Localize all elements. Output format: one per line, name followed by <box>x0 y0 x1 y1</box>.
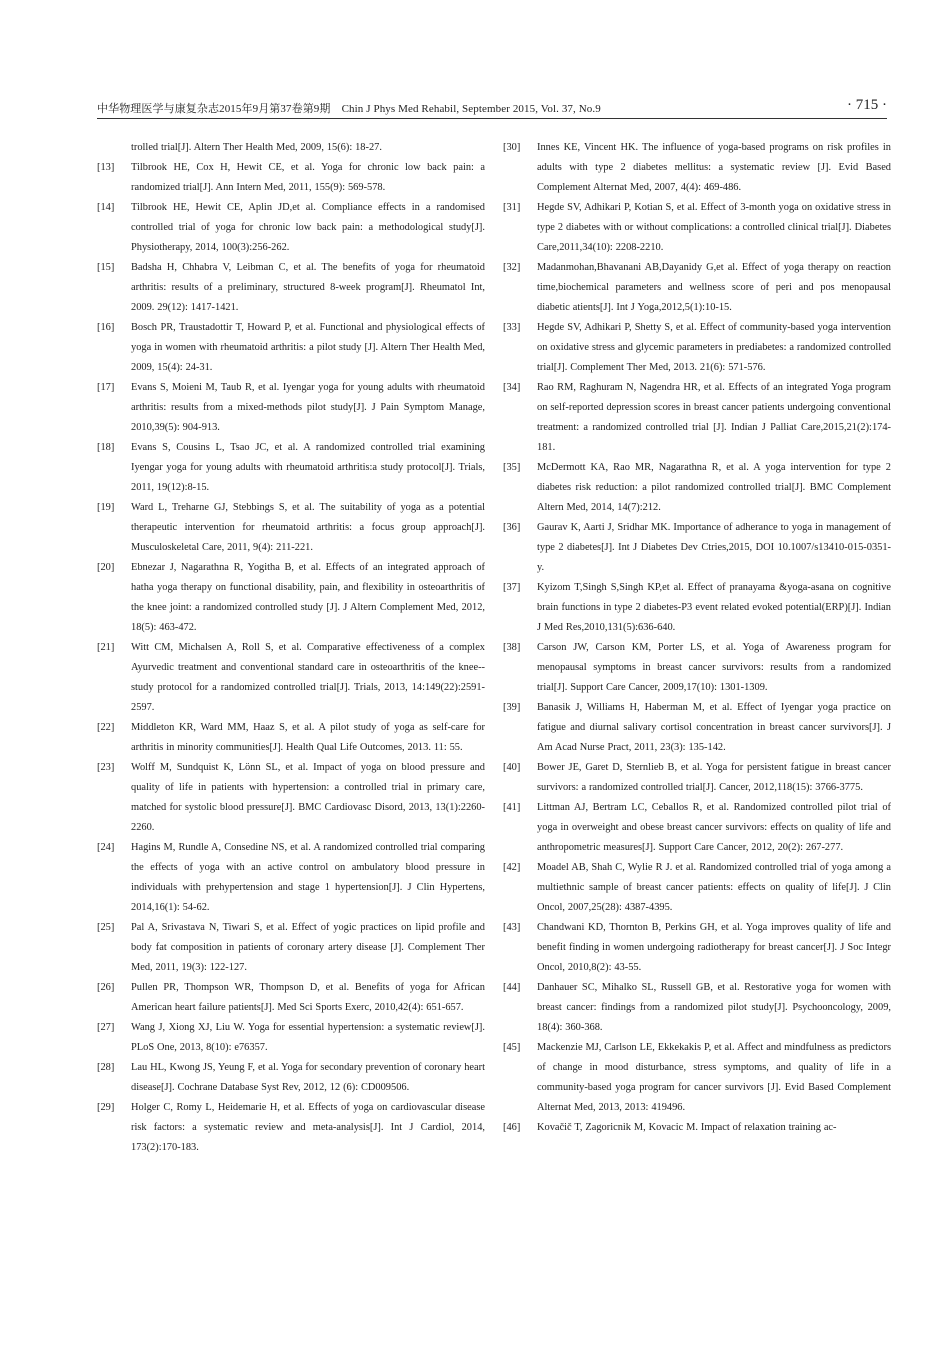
reference-text: Chandwani KD, Thornton B, Perkins GH, et al. Yoga improves quality of life and benefit finding in women undergoing radiotherapy for breast cancer[J]. J Soc Integr Oncol, 2010,8(2): 43-55. <box>537 922 891 973</box>
reference-text: Kyizom T,Singh S,Singh KP,et al. Effect of pranayama &yoga-asana on cognitive brain functions in type 2 diabetes-P3 event related evoked potential(ERP)[J]. Indian J Med Res,2010,131(5):636-640. <box>537 582 891 633</box>
reference-entry <box>97 498 485 558</box>
reference-number: [25] <box>97 922 115 933</box>
reference-text: Ward L, Treharne GJ, Stebbings S, et al. The suitability of yoga as a potential therapeutic intervention for rheumatoid arthritis: a focus group approach[J]. Musculoskeletal Care, 2011, 9(4): 211-221. <box>131 502 485 553</box>
reference-number: [29] <box>97 1102 115 1113</box>
reference-entry <box>503 798 891 858</box>
reference-number: [45] <box>503 1042 521 1053</box>
reference-number: [34] <box>503 382 521 393</box>
reference-number: [39] <box>503 702 521 713</box>
reference-entry <box>503 1038 891 1118</box>
reference-number: [21] <box>97 642 115 653</box>
reference-text: Witt CM, Michalsen A, Roll S, et al. Comparative effectiveness of a complex Ayurvedic treatment and conventional standard care in osteoarthritis of the knee--study protocol for a randomized controlled trial[J]. Trials, 2013, 14:149(22):2591-2597. <box>131 642 485 713</box>
reference-text: Innes KE, Vincent HK. The influence of yoga-based programs on risk profiles in adults with type 2 diabetes mellitus: a systematic review [J]. Evid Based Complement Alternat Med, 2007, 4(4): 469-486. <box>537 142 891 193</box>
reference-text: Mackenzie MJ, Carlson LE, Ekkekakis P, et al. Affect and mindfulness as predictors of change in mood disturbance, stress symptoms, and quality of life in a community-based yoga program for cancer survivors [J]. Evid Based Complement Alternat Med, 2013, 2013: 419496. <box>537 1042 891 1113</box>
reference-entry <box>503 758 891 798</box>
reference-text: Hagins M, Rundle A, Consedine NS, et al. A randomized controlled trial comparing the effects of yoga with an active control on ambulatory blood pressure in individuals with prehypertension and stage 1 hypertension[J]. J Clin Hypertens, 2014,16(1): 54-62. <box>131 842 485 913</box>
reference-entry <box>503 458 891 518</box>
reference-number: [42] <box>503 862 521 873</box>
reference-number: [13] <box>97 162 115 173</box>
reference-number: [46] <box>503 1122 521 1133</box>
reference-text: Hegde SV, Adhikari P, Shetty S, et al. Effect of community-based yoga intervention on oxidative stress and glycemic parameters in prediabetes: a randomized controlled trial[J]. Complement Ther Med, 2013. 21(6): 571-576. <box>537 322 891 373</box>
reference-entry <box>503 258 891 318</box>
reference-text: Banasik J, Williams H, Haberman M, et al. Effect of Iyengar yoga practice on fatigue and diurnal salivary cortisol concentration in breast cancer survivors[J]. J Am Acad Nurse Pract, 2011, 23(3): 135-142. <box>537 702 891 753</box>
reference-entry <box>503 918 891 978</box>
reference-text: Littman AJ, Bertram LC, Ceballos R, et al. Randomized controlled pilot trial of yoga in overweight and obese breast cancer survivors: effects on quality of life and anthropometric measures[J]. Support Care Cancer, 2012, 20(2): 267-277. <box>537 802 891 853</box>
reference-number: [31] <box>503 202 521 213</box>
reference-text: Bower JE, Garet D, Sternlieb B, et al. Yoga for persistent fatigue in breast cancer survivors: a randomized controlled trial[J]. Cancer, 2012,118(15): 3766-3775. <box>537 762 891 793</box>
reference-entry <box>97 258 485 318</box>
reference-entry <box>97 758 485 838</box>
reference-text: Badsha H, Chhabra V, Leibman C, et al. The benefits of yoga for rheumatoid arthritis: results of a preliminary, structured 8-week program[J]. Rheumatol Int, 2009. 29(12): 1417-1421. <box>131 262 485 313</box>
reference-entry <box>503 978 891 1038</box>
reference-entry <box>97 1098 485 1158</box>
right-column <box>503 138 891 1138</box>
reference-number: [41] <box>503 802 521 813</box>
reference-entry <box>503 1118 891 1138</box>
reference-number: [18] <box>97 442 115 453</box>
reference-text: Madanmohan,Bhavanani AB,Dayanidy G,et al. Effect of yoga therapy on reaction time,biochemical parameters and wellness score of peri and pos menopausal diabetic atients[J]. Int J Yoga,2012,5(1):10-15. <box>537 262 891 313</box>
reference-text: Rao RM, Raghuram N, Nagendra HR, et al. Effects of an integrated Yoga program on self-reported depression scores in breast cancer patients undergoing conventional treatment: a randomized controlled trial [J]. Indian J Palliat Care,2015,21(2):174-181. <box>537 382 891 453</box>
reference-entry <box>97 558 485 638</box>
reference-number: [44] <box>503 982 521 993</box>
reference-text: Tilbrook HE, Hewit CE, Aplin JD,et al. Compliance effects in a randomised controlled trial of yoga for chronic low back pain: a methodological study[J]. Physiotherapy, 2014, 100(3):256-262. <box>131 202 485 253</box>
reference-entry <box>97 718 485 758</box>
reference-number: [27] <box>97 1022 115 1033</box>
reference-text: Evans S, Moieni M, Taub R, et al. Iyengar yoga for young adults with rheumatoid arthritis: results from a mixed-methods pilot study[J]. J Pain Symptom Manage, 2010,39(5): 904-913. <box>131 382 485 433</box>
reference-number: [35] <box>503 462 521 473</box>
left-reference-list <box>97 158 485 1158</box>
reference-text: Wolff M, Sundquist K, Lönn SL, et al. Impact of yoga on blood pressure and quality of life in patients with hypertension: a controlled trial in primary care, matched for systolic blood pressure[J]. BMC Cardiovasc Disord, 2013, 13(1):2260-2260. <box>131 762 485 833</box>
reference-text: Gaurav K, Aarti J, Sridhar MK. Importance of adherance to yoga in management of type 2 diabetes[J]. Int J Diabetes Dev Ctries,2015, DOI 10.1007/s13410-015-0351-y. <box>537 522 891 573</box>
reference-entry <box>503 858 891 918</box>
reference-entry <box>503 698 891 758</box>
reference-text: Bosch PR, Traustadottir T, Howard P, et al. Functional and physiological effects of yoga in women with rheumatoid arthritis: a pilot study [J]. Altern Ther Health Med, 2009, 15(4): 24-31. <box>131 322 485 373</box>
reference-number: [26] <box>97 982 115 993</box>
reference-entry <box>503 378 891 458</box>
left-column <box>97 138 485 1158</box>
reference-number: [17] <box>97 382 115 393</box>
reference-entry <box>97 978 485 1018</box>
reference-entry <box>503 318 891 378</box>
header-rule <box>97 118 887 119</box>
reference-text: Evans S, Cousins L, Tsao JC, et al. A randomized controlled trial examining Iyengar yoga for young adults with rheumatoid arthritis:a study protocol[J]. Trials, 2011, 19(12):8-15. <box>131 442 485 493</box>
reference-number: [37] <box>503 582 521 593</box>
reference-number: [33] <box>503 322 521 333</box>
reference-number: [20] <box>97 562 115 573</box>
running-header <box>97 97 887 117</box>
reference-entry <box>97 158 485 198</box>
reference-number: [14] <box>97 202 115 213</box>
reference-number: [19] <box>97 502 115 513</box>
right-reference-list <box>503 138 891 1138</box>
reference-entry <box>97 438 485 498</box>
reference-number: [32] <box>503 262 521 273</box>
journal-citation-line: 中华物理医学与康复杂志2015年9月第37卷第9期 Chin J Phys Med Rehabil, September 2015, Vol. 37, No.9 <box>97 103 601 115</box>
reference-entry <box>503 518 891 578</box>
reference-number: [23] <box>97 762 115 773</box>
reference-number: [30] <box>503 142 521 153</box>
reference-number: [24] <box>97 842 115 853</box>
reference-text: Wang J, Xiong XJ, Liu W. Yoga for essential hypertension: a systematic review[J]. PLoS One, 2013, 8(10): e76357. <box>131 1022 485 1053</box>
reference-entry <box>97 918 485 978</box>
reference-text: Moadel AB, Shah C, Wylie R J. et al. Randomized controlled trial of yoga among a multiethnic sample of breast cancer patients: effects on quality of life[J]. J Clin Oncol, 2007,25(28): 4387-4395. <box>537 862 891 913</box>
reference-number: [43] <box>503 922 521 933</box>
reference-text: Ebnezar J, Nagarathna R, Yogitha B, et al. Effects of an integrated approach of hatha yoga therapy on functional disability, pain, and flexibility in osteoarthritis of the knee joint: a randomized controlled study [J]. J Altern Complement Med, 2012, 18(5): 463-472. <box>131 562 485 633</box>
reference-entry <box>97 198 485 258</box>
reference-text: Holger C, Romy L, Heidemarie H, et al. Effects of yoga on cardiovascular disease risk factors: a systematic review and meta-analysis[J]. Int J Cardiol, 2014, 173(2):170-183. <box>131 1102 485 1153</box>
reference-text: McDermott KA, Rao MR, Nagarathna R, et al. A yoga intervention for type 2 diabetes risk reduction: a pilot randomized controlled trial[J]. BMC Complement Altern Med, 2014, 14(7):212. <box>537 462 891 513</box>
reference-entry <box>503 638 891 698</box>
reference-entry <box>97 838 485 918</box>
reference-number: [38] <box>503 642 521 653</box>
reference-entry <box>97 638 485 718</box>
reference-number: [15] <box>97 262 115 273</box>
reference-entry <box>503 198 891 258</box>
reference-entry <box>503 578 891 638</box>
page-number: · 715 · <box>847 97 887 113</box>
reference-text: Lau HL, Kwong JS, Yeung F, et al. Yoga for secondary prevention of coronary heart disease[J]. Cochrane Database Syst Rev, 2012, 12 (6): CD009506. <box>131 1062 485 1093</box>
reference-number: [28] <box>97 1062 115 1073</box>
reference-entry <box>97 1058 485 1098</box>
reference-continuation: trolled trial[J]. Altern Ther Health Med, 2009, 15(6): 18-27. <box>131 142 382 153</box>
reference-text: Danhauer SC, Mihalko SL, Russell GB, et al. Restorative yoga for women with breast cancer: findings from a randomized pilot study[J]. Psychooncology, 2009, 18(4): 360-368. <box>537 982 891 1033</box>
reference-text: Carson JW, Carson KM, Porter LS, et al. Yoga of Awareness program for menopausal symptoms in breast cancer survivors: results from a randomized trial[J]. Support Care Cancer, 2009,17(10): 1301-1309. <box>537 642 891 693</box>
reference-text: Middleton KR, Ward MM, Haaz S, et al. A pilot study of yoga as self-care for arthritis in minority communities[J]. Health Qual Life Outcomes, 2013. 11: 55. <box>131 722 485 753</box>
reference-text: Kovačič T, Zagoricnik M, Kovacic M. Impact of relaxation training ac- <box>537 1122 837 1133</box>
reference-number: [22] <box>97 722 115 733</box>
reference-text: Pal A, Srivastava N, Tiwari S, et al. Effect of yogic practices on lipid profile and body fat composition in patients of coronary artery disease [J]. Complement Ther Med, 2011, 19(3): 122-127. <box>131 922 485 973</box>
reference-entry <box>97 1018 485 1058</box>
reference-entry <box>97 378 485 438</box>
reference-number: [16] <box>97 322 115 333</box>
reference-text: Tilbrook HE, Cox H, Hewit CE, et al. Yoga for chronic low back pain: a randomized trial[J]. Ann Intern Med, 2011, 155(9): 569-578. <box>131 162 485 193</box>
reference-entry <box>503 138 891 198</box>
reference-text: Pullen PR, Thompson WR, Thompson D, et al. Benefits of yoga for African American heart failure patients[J]. Med Sci Sports Exerc, 2010,42(4): 651-657. <box>131 982 485 1013</box>
reference-entry <box>97 318 485 378</box>
reference-number: [36] <box>503 522 521 533</box>
reference-text: Hegde SV, Adhikari P, Kotian S, et al. Effect of 3-month yoga on oxidative stress in type 2 diabetes with or without complications: a controlled clinical trial[J]. Diabetes Care,2011,34(10): 2208-2210. <box>537 202 891 253</box>
reference-number: [40] <box>503 762 521 773</box>
